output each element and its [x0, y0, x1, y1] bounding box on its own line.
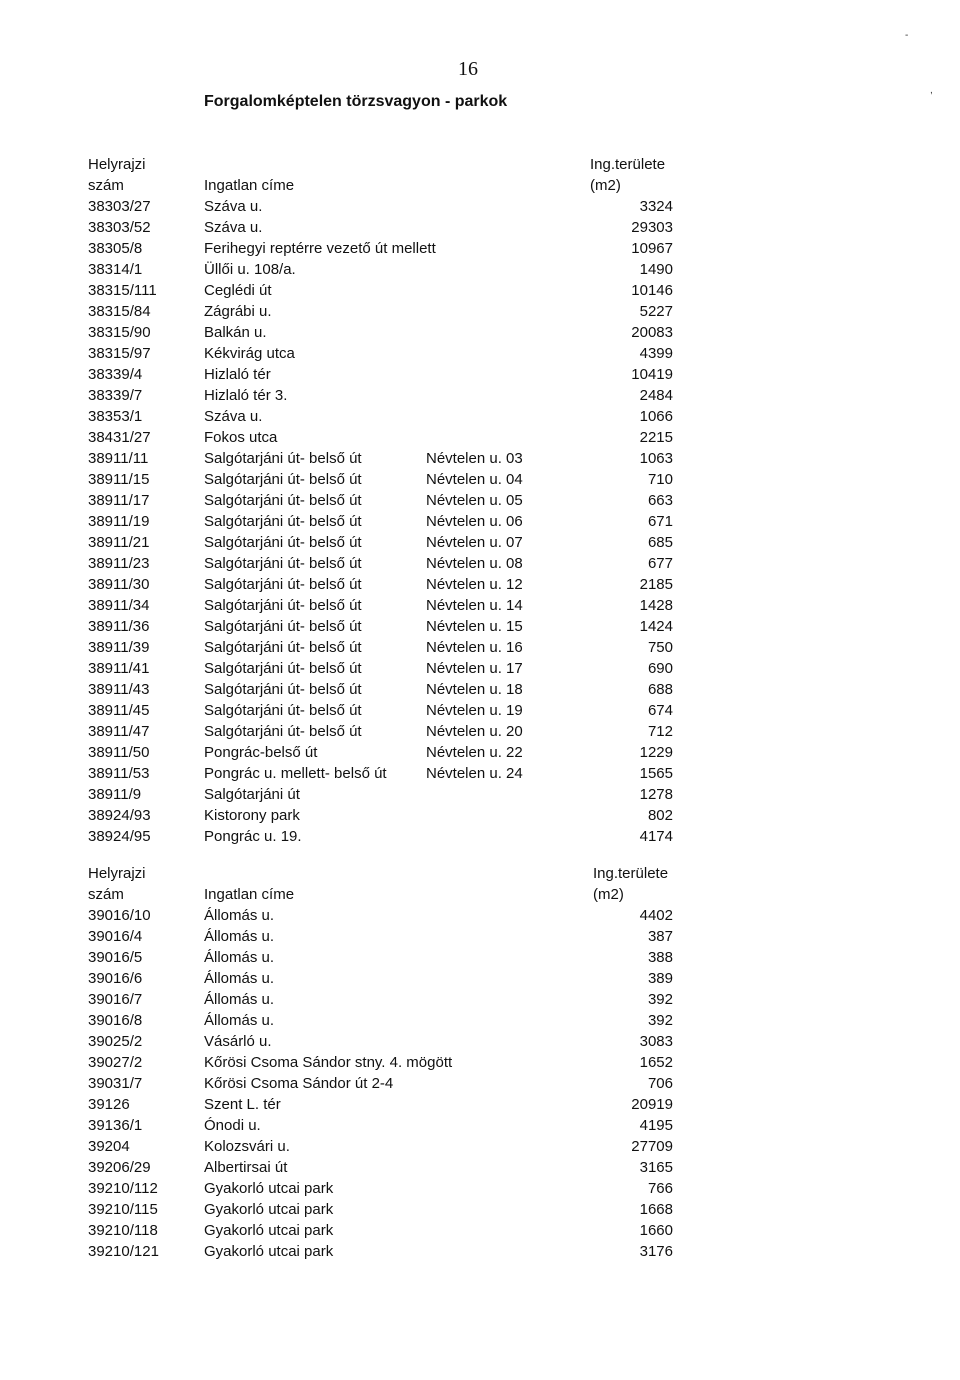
table-row: [0, 1199, 960, 1220]
property-address: Száva u.: [204, 198, 263, 215]
area-value: 4402: [639, 907, 673, 924]
area-value: 677: [647, 555, 673, 572]
parcel-number: 38315/90: [88, 324, 151, 341]
property-address: Száva u.: [204, 219, 263, 236]
parcel-number: 38924/95: [88, 828, 151, 845]
area-value: 4399: [639, 345, 673, 362]
property-address: Pongrác-belső út: [204, 744, 318, 761]
table-body: [0, 905, 960, 1262]
parcel-number: 38303/27: [88, 198, 151, 215]
area-value: 802: [647, 807, 673, 824]
table-row: [0, 1115, 960, 1136]
property-address: Fokos utca: [204, 429, 278, 446]
area-value: 671: [647, 513, 673, 530]
parcel-number: 38911/30: [88, 576, 150, 593]
table-row: [0, 1010, 960, 1031]
table-row: [0, 259, 960, 280]
table-row: [0, 826, 960, 847]
header-address: Ingatlan címe: [204, 886, 295, 903]
property-address: Ferihegyi reptérre vezető út mellett: [204, 240, 436, 257]
parcel-number: 38911/11: [88, 450, 149, 467]
area-value: 388: [647, 949, 673, 966]
area-value: 663: [647, 492, 673, 509]
area-value: 29303: [631, 219, 673, 236]
area-value: 10146: [631, 282, 673, 299]
street-note: Névtelen u. 24: [426, 765, 523, 782]
table-row: [0, 763, 960, 784]
table-row: [0, 406, 960, 427]
header-hrsz-line1: Helyrajzi: [88, 156, 146, 173]
parcel-number: 39210/115: [88, 1201, 158, 1218]
area-value: 27709: [631, 1138, 673, 1155]
area-value: 706: [647, 1075, 673, 1092]
table-row: [0, 1073, 960, 1094]
street-note: Névtelen u. 16: [426, 639, 523, 656]
property-address: Ónodi u.: [204, 1117, 261, 1134]
property-address: Salgótarjáni út- belső út: [204, 597, 362, 614]
area-value: 710: [647, 471, 673, 488]
area-value: 5227: [639, 303, 673, 320]
property-address: Pongrác u. 19.: [204, 828, 302, 845]
property-address: Albertirsai út: [204, 1159, 288, 1176]
parcel-number: 38431/27: [88, 429, 151, 446]
property-address: Salgótarjáni út- belső út: [204, 723, 362, 740]
area-value: 3176: [639, 1243, 673, 1260]
area-value: 2185: [639, 576, 673, 593]
table-row: [0, 553, 960, 574]
property-address: Zágrábi u.: [204, 303, 272, 320]
area-value: 1565: [639, 765, 673, 782]
area-value: 3165: [639, 1159, 673, 1176]
area-value: 20083: [631, 324, 673, 341]
parcel-number: 38315/84: [88, 303, 151, 320]
parcel-number: 39204: [88, 1138, 130, 1155]
property-address: Állomás u.: [204, 1012, 275, 1029]
table-row: [0, 947, 960, 968]
area-value: 2484: [639, 387, 673, 404]
parcel-number: 38314/1: [88, 261, 143, 278]
property-address: Salgótarjáni út- belső út: [204, 471, 362, 488]
parcel-number: 38911/43: [88, 681, 150, 698]
area-value: 690: [647, 660, 673, 677]
table-row: [0, 532, 960, 553]
area-value: 766: [647, 1180, 673, 1197]
area-value: 387: [647, 928, 673, 945]
street-note: Névtelen u. 18: [426, 681, 523, 698]
area-value: 1229: [639, 744, 673, 761]
table-row: [0, 490, 960, 511]
parcel-number: 38339/7: [88, 387, 143, 404]
table-row: [0, 1136, 960, 1157]
area-value: 4195: [639, 1117, 673, 1134]
table-row: [0, 968, 960, 989]
table-row: [0, 574, 960, 595]
table-row: [0, 217, 960, 238]
property-address: Állomás u.: [204, 949, 275, 966]
parcel-number: 38911/45: [88, 702, 150, 719]
area-value: 20919: [631, 1096, 673, 1113]
area-value: 4174: [639, 828, 673, 845]
property-address: Salgótarjáni út- belső út: [204, 618, 362, 635]
area-value: 1428: [639, 597, 673, 614]
table-header-row: [0, 154, 960, 175]
area-value: 712: [647, 723, 673, 740]
area-value: 1660: [639, 1222, 673, 1239]
parcel-number: 39031/7: [88, 1075, 143, 1092]
area-value: 2215: [639, 429, 673, 446]
property-address: Állomás u.: [204, 907, 275, 924]
parcel-number: 39016/8: [88, 1012, 143, 1029]
table-row: [0, 1094, 960, 1115]
table-row: [0, 196, 960, 217]
header-hrsz-line1: Helyrajzi: [88, 865, 146, 882]
property-address: Gyakorló utcai park: [204, 1222, 334, 1239]
parcel-number: 39025/2: [88, 1033, 143, 1050]
area-value: 389: [647, 970, 673, 987]
parcel-number: 38911/47: [88, 723, 150, 740]
parcel-number: 38911/41: [88, 660, 150, 677]
street-note: Névtelen u. 15: [426, 618, 523, 635]
parcel-number: 38924/93: [88, 807, 151, 824]
property-address: Száva u.: [204, 408, 263, 425]
street-note: Névtelen u. 20: [426, 723, 523, 740]
area-value: 1278: [639, 786, 673, 803]
table-row: [0, 679, 960, 700]
parcel-number: 39016/10: [88, 907, 151, 924]
table-row: [0, 1031, 960, 1052]
table-row: [0, 1220, 960, 1241]
area-value: 674: [647, 702, 673, 719]
property-address: Salgótarjáni út- belső út: [204, 702, 362, 719]
property-address: Állomás u.: [204, 928, 275, 945]
property-address: Kolozsvári u.: [204, 1138, 290, 1155]
scan-speck: ,: [930, 85, 933, 96]
area-value: 1490: [639, 261, 673, 278]
property-address: Ceglédi út: [204, 282, 272, 299]
table-row: [0, 595, 960, 616]
area-value: 688: [647, 681, 673, 698]
area-value: 392: [647, 991, 673, 1008]
property-address: Állomás u.: [204, 970, 275, 987]
parcel-number: 38303/52: [88, 219, 151, 236]
table-row: [0, 805, 960, 826]
street-note: Névtelen u. 22: [426, 744, 523, 761]
area-value: 3083: [639, 1033, 673, 1050]
table-row: [0, 1052, 960, 1073]
area-value: 10419: [631, 366, 673, 383]
table-row: [0, 385, 960, 406]
table-body: [0, 196, 960, 847]
property-address: Salgótarjáni út- belső út: [204, 639, 362, 656]
area-value: 10967: [631, 240, 673, 257]
parcel-number: 39016/5: [88, 949, 143, 966]
property-address: Salgótarjáni út- belső út: [204, 576, 362, 593]
header-address: Ingatlan címe: [204, 177, 295, 194]
header-hrsz-line2: szám: [88, 886, 124, 903]
parcel-number: 38911/50: [88, 744, 150, 761]
table-row: [0, 616, 960, 637]
parcel-number: 39210/112: [88, 1180, 158, 1197]
property-address: Kőrösi Csoma Sándor út 2-4: [204, 1075, 394, 1092]
parcel-number: 38911/19: [88, 513, 150, 530]
area-value: 750: [647, 639, 673, 656]
parcel-number: 38911/36: [88, 618, 150, 635]
parcel-number: 39126: [88, 1096, 130, 1113]
area-value: 1063: [639, 450, 673, 467]
street-note: Névtelen u. 07: [426, 534, 523, 551]
parcel-table-1: [0, 154, 960, 847]
table-row: [0, 364, 960, 385]
parcel-number: 38911/53: [88, 765, 150, 782]
property-address: Salgótarjáni út- belső út: [204, 681, 362, 698]
header-area-line2: (m2): [593, 886, 624, 903]
table-row: [0, 238, 960, 259]
table-row: [0, 1241, 960, 1262]
parcel-number: 38315/111: [88, 282, 157, 299]
area-value: 1652: [639, 1054, 673, 1071]
parcel-number: 39210/121: [88, 1243, 159, 1260]
table-header-row: [0, 863, 960, 884]
parcel-number: 38339/4: [88, 366, 143, 383]
document-title: Forgalomképtelen törzsvagyon - parkok: [204, 93, 508, 110]
table-row: [0, 322, 960, 343]
street-note: Névtelen u. 05: [426, 492, 523, 509]
parcel-number: 38305/8: [88, 240, 143, 257]
table-row: [0, 742, 960, 763]
parcel-table-2: [0, 863, 960, 1262]
parcel-number: 39210/118: [88, 1222, 158, 1239]
area-value: 3324: [639, 198, 673, 215]
header-area-line2: (m2): [590, 177, 621, 194]
property-address: Üllői u. 108/a.: [204, 261, 296, 278]
table-row: [0, 721, 960, 742]
table-row: [0, 427, 960, 448]
street-note: Névtelen u. 03: [426, 450, 523, 467]
parcel-number: 38911/23: [88, 555, 150, 572]
table-row: [0, 343, 960, 364]
property-address: Salgótarjáni út- belső út: [204, 513, 362, 530]
scan-speck: -: [905, 30, 909, 41]
street-note: Névtelen u. 17: [426, 660, 523, 677]
street-note: Névtelen u. 04: [426, 471, 523, 488]
table-row: [0, 511, 960, 532]
parcel-number: 38911/15: [88, 471, 150, 488]
parcel-number: 38911/9: [88, 786, 142, 803]
property-address: Gyakorló utcai park: [204, 1243, 334, 1260]
table-row: [0, 1157, 960, 1178]
property-address: Hizlaló tér: [204, 366, 271, 383]
table-row: [0, 784, 960, 805]
table-row: [0, 448, 960, 469]
parcel-number: 39206/29: [88, 1159, 151, 1176]
parcel-number: 38315/97: [88, 345, 151, 362]
table-row: [0, 1178, 960, 1199]
property-address: Pongrác u. mellett- belső út: [204, 765, 387, 782]
area-value: 685: [647, 534, 673, 551]
parcel-number: 38911/17: [88, 492, 150, 509]
property-address: Kékvirág utca: [204, 345, 295, 362]
property-address: Salgótarjáni út: [204, 786, 300, 803]
property-address: Gyakorló utcai park: [204, 1201, 334, 1218]
parcel-number: 39016/4: [88, 928, 143, 945]
property-address: Salgótarjáni út- belső út: [204, 450, 362, 467]
table-row: [0, 280, 960, 301]
property-address: Gyakorló utcai park: [204, 1180, 334, 1197]
property-address: Salgótarjáni út- belső út: [204, 534, 362, 551]
street-note: Névtelen u. 19: [426, 702, 523, 719]
page-number: 16: [458, 58, 478, 80]
street-note: Névtelen u. 06: [426, 513, 523, 530]
area-value: 1066: [639, 408, 673, 425]
property-address: Vásárló u.: [204, 1033, 272, 1050]
property-address: Salgótarjáni út- belső út: [204, 555, 362, 572]
property-address: Salgótarjáni út- belső út: [204, 660, 362, 677]
table-row: [0, 469, 960, 490]
parcel-number: 39136/1: [88, 1117, 143, 1134]
property-address: Balkán u.: [204, 324, 267, 341]
street-note: Névtelen u. 08: [426, 555, 523, 572]
table-row: [0, 658, 960, 679]
parcel-number: 39016/7: [88, 991, 143, 1008]
area-value: 392: [647, 1012, 673, 1029]
property-address: Kőrösi Csoma Sándor stny. 4. mögött: [204, 1054, 453, 1071]
street-note: Névtelen u. 14: [426, 597, 523, 614]
table-row: [0, 926, 960, 947]
street-note: Névtelen u. 12: [426, 576, 523, 593]
property-address: Hizlaló tér 3.: [204, 387, 288, 404]
header-area-line1: Ing.területe: [593, 865, 669, 882]
table-header-row: [0, 175, 960, 196]
area-value: 1668: [639, 1201, 673, 1218]
table-row: [0, 989, 960, 1010]
parcel-number: 38911/34: [88, 597, 150, 614]
property-address: Kistorony park: [204, 807, 300, 824]
property-address: Állomás u.: [204, 991, 275, 1008]
header-area-line1: Ing.területe: [590, 156, 666, 173]
table-row: [0, 905, 960, 926]
parcel-number: 38911/39: [88, 639, 150, 656]
table-row: [0, 700, 960, 721]
property-address: Salgótarjáni út- belső út: [204, 492, 362, 509]
parcel-number: 39027/2: [88, 1054, 143, 1071]
header-hrsz-line2: szám: [88, 177, 124, 194]
table-row: [0, 637, 960, 658]
property-address: Szent L. tér: [204, 1096, 281, 1113]
parcel-number: 38911/21: [88, 534, 150, 551]
table-header-row: [0, 884, 960, 905]
area-value: 1424: [639, 618, 673, 635]
table-row: [0, 301, 960, 322]
parcel-number: 38353/1: [88, 408, 143, 425]
parcel-number: 39016/6: [88, 970, 143, 987]
